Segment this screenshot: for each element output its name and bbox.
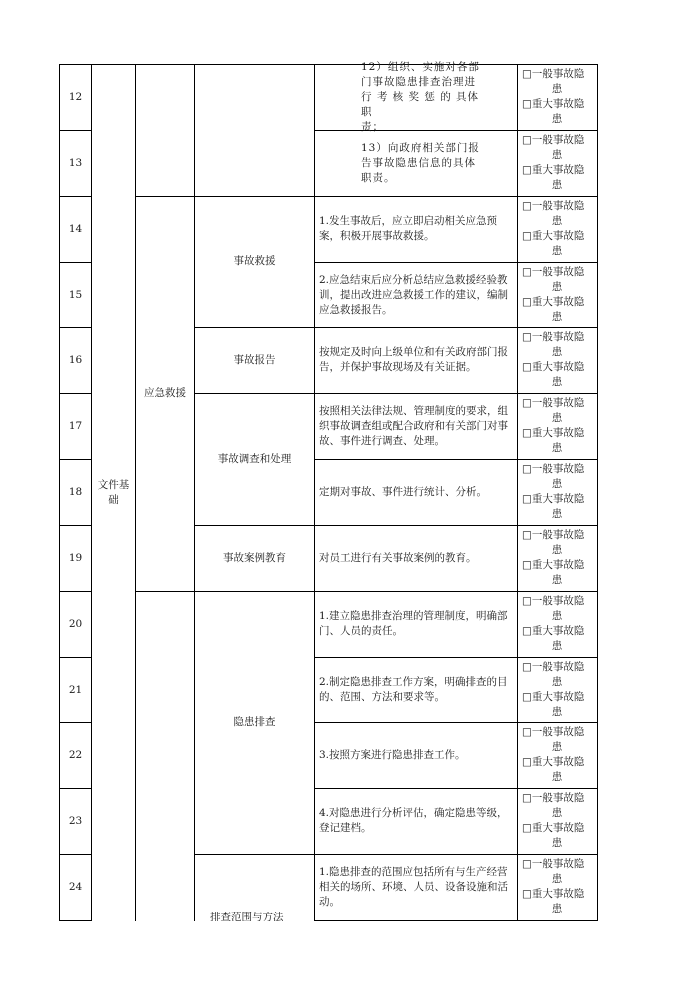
major-hazard-checkbox[interactable]: □重大事故隐: [522, 691, 585, 703]
requirement-text: [315, 854, 517, 920]
requirement-text: [315, 393, 517, 459]
requirement-line: 2.制定隐患排查工作方案，明确排查的目: [319, 676, 508, 688]
hazard-option-label: 患: [551, 873, 563, 885]
subsection-hazard-check: [195, 591, 314, 854]
requirement-line: 按规定及时向上级单位和有关政府部门报: [319, 346, 508, 358]
requirement-line: 3.按照方案进行隐患排查工作。: [319, 748, 466, 761]
row-number: 13: [68, 156, 83, 169]
general-hazard-checkbox[interactable]: □一般事故隐: [522, 134, 585, 146]
hazard-level-options: [522, 660, 596, 720]
general-hazard-checkbox[interactable]: □一般事故隐: [522, 661, 585, 673]
general-hazard-checkbox[interactable]: □一般事故隐: [522, 200, 585, 212]
general-hazard-checkbox[interactable]: □一般事故隐: [522, 858, 585, 870]
hazard-option-label: 患: [551, 837, 563, 849]
section-emergency: [136, 196, 194, 591]
major-hazard-checkbox[interactable]: □重大事故隐: [522, 756, 585, 768]
section-label: 应急救援: [144, 387, 186, 399]
requirement-line: 案，积极开展事故救援。: [319, 230, 435, 242]
hazard-option-label: 患: [551, 676, 563, 688]
general-hazard-checkbox[interactable]: □一般事故隐: [522, 792, 585, 804]
general-hazard-checkbox[interactable]: □一般事故隐: [522, 463, 585, 475]
hazard-option-label: 患: [551, 807, 563, 819]
hazard-level-options: [522, 199, 596, 259]
hazard-option-label: 患: [551, 442, 563, 454]
requirement-line: 12）组织、实施对各部: [361, 60, 480, 73]
major-hazard-checkbox[interactable]: □重大事故隐: [522, 625, 585, 637]
hazard-level-options: [522, 528, 596, 588]
hazard-option-label: 患: [551, 771, 563, 783]
row-divider: [59, 920, 92, 921]
requirement-line: 门、人员的责任。: [319, 625, 403, 637]
hazard-option-label: 患: [551, 215, 563, 227]
general-hazard-checkbox[interactable]: □一般事故隐: [522, 726, 585, 738]
hazard-level-options: [522, 725, 596, 785]
requirement-text: [315, 196, 517, 262]
row-number: 24: [68, 880, 83, 893]
major-hazard-checkbox[interactable]: □重大事故隐: [522, 230, 585, 242]
hazard-level-options: [522, 857, 596, 917]
general-hazard-checkbox[interactable]: □一般事故隐: [522, 595, 585, 607]
hazard-level-options: [522, 594, 596, 654]
hazard-option-label: 患: [551, 149, 563, 161]
hazard-option-label: 患: [551, 741, 563, 753]
hazard-option-label: 患: [551, 706, 563, 718]
major-hazard-checkbox[interactable]: □重大事故隐: [522, 493, 585, 505]
row-number: 23: [68, 814, 83, 827]
category-line: 础: [108, 493, 119, 506]
subsection-label: 排查范围与方法: [210, 912, 284, 921]
table-border-right: [597, 64, 598, 921]
row-number: 15: [68, 288, 83, 301]
row-number: 16: [68, 353, 83, 366]
requirement-line: 训，提出改进应急救援工作的建议，编制: [319, 288, 508, 301]
hazard-option-label: 患: [551, 412, 563, 424]
general-hazard-checkbox[interactable]: □一般事故隐: [522, 397, 585, 409]
major-hazard-checkbox[interactable]: □重大事故隐: [522, 361, 585, 373]
hazard-option-label: 患: [551, 640, 563, 652]
requirement-line: 2.应急结束后应分析总结应急救援经验教: [319, 273, 508, 286]
major-hazard-checkbox[interactable]: □重大事故隐: [522, 822, 585, 834]
hazard-level-options: [522, 330, 596, 390]
requirement-text: [315, 60, 517, 133]
category-line: 文件基: [97, 478, 130, 491]
requirement-line: 4.对隐患进行分析评估，确定隐患等级，: [319, 807, 508, 819]
hazard-level-options: [522, 791, 596, 851]
hazard-level-options: [522, 133, 596, 193]
row-divider: [314, 920, 598, 921]
hazard-option-label: 患: [551, 245, 563, 257]
requirement-line: 相关的场所、环境、人员、设备设施和活: [319, 880, 508, 893]
requirement-line: 1.发生事故后，应立即启动相关应急预: [319, 215, 498, 227]
requirement-text: [315, 130, 517, 196]
major-hazard-checkbox[interactable]: □重大事故隐: [522, 427, 585, 439]
requirement-line: 1.隐患排查的范围应包括所有与生产经营: [319, 865, 508, 878]
subsection-case-education: [195, 525, 314, 591]
requirement-line: 职责。: [361, 171, 396, 184]
hazard-level-options: [522, 265, 596, 325]
requirement-line: 动。: [319, 895, 340, 908]
hazard-option-label: 患: [551, 281, 563, 293]
requirement-line: 对员工进行有关事故案例的教育。: [319, 551, 477, 564]
major-hazard-checkbox[interactable]: □重大事故隐: [522, 164, 585, 176]
subsection-accident-investigation: [195, 393, 314, 525]
subsection-label: 事故救援: [233, 255, 276, 267]
hazard-option-label: 患: [551, 376, 563, 388]
hazard-option-label: 患: [551, 508, 563, 520]
requirement-line: 定期对事故、事件进行统计、分析。: [319, 485, 487, 498]
requirement-line: 登记建档。: [319, 822, 372, 834]
hazard-option-label: 患: [551, 113, 563, 125]
subsection-label: 事故案例教育: [223, 551, 286, 564]
requirement-text: [315, 262, 517, 328]
subsection-label: 隐患排查: [233, 716, 276, 728]
hazard-option-label: 患: [551, 903, 563, 915]
subsection-label: 事故调查和处理: [217, 452, 292, 465]
hazard-option-label: 患: [551, 610, 563, 622]
major-hazard-checkbox[interactable]: □重大事故隐: [522, 98, 585, 110]
major-hazard-checkbox[interactable]: □重大事故隐: [522, 296, 585, 308]
requirement-line: 应急救援报告。: [319, 303, 393, 316]
requirement-line: 按照相关法律法规、管理制度的要求，组: [319, 404, 508, 417]
row-number: 19: [68, 551, 83, 564]
row-number: 14: [68, 222, 83, 235]
hazard-option-label: 患: [551, 574, 563, 586]
major-hazard-checkbox[interactable]: □重大事故隐: [522, 559, 585, 571]
requirement-line: 门事故隐患排查治理进: [361, 75, 476, 88]
requirement-line: 13）向政府相关部门报: [361, 141, 480, 154]
requirement-line: 责；: [361, 120, 384, 133]
major-hazard-checkbox[interactable]: □重大事故隐: [522, 888, 585, 900]
row-number: 17: [68, 419, 83, 432]
subsection-check-scope: [210, 912, 310, 921]
requirement-line: 的、范围、方法和要求等。: [319, 691, 445, 703]
requirement-text: [315, 459, 517, 525]
requirement-line: 告事故隐患信息的具体: [361, 156, 476, 169]
requirement-text: [315, 327, 517, 393]
general-hazard-checkbox[interactable]: □一般事故隐: [522, 68, 585, 80]
row-number: 18: [68, 485, 83, 498]
requirement-text: [315, 722, 517, 788]
hazard-option-label: 患: [551, 311, 563, 323]
hazard-option-label: 患: [551, 179, 563, 191]
requirement-text: [315, 657, 517, 723]
requirement-line: 告，并保护事故现场及有关证据。: [319, 361, 477, 373]
column-divider: [517, 64, 518, 921]
subsection-accident-report: [195, 327, 314, 393]
hazard-level-options: [522, 462, 596, 522]
row-number: 21: [68, 683, 83, 696]
hazard-option-label: 患: [551, 83, 563, 95]
category-cell: [92, 64, 135, 921]
subsection-label: 事故报告: [233, 353, 276, 366]
hazard-option-label: 患: [551, 346, 563, 358]
subsection-accident-rescue: [195, 196, 314, 327]
row-number: 12: [68, 90, 83, 103]
hazard-level-options: [522, 396, 596, 456]
general-hazard-checkbox[interactable]: □一般事故隐: [522, 266, 585, 278]
requirement-line: 行 考 核 奖 惩 的 具体职: [361, 90, 480, 118]
general-hazard-checkbox[interactable]: □一般事故隐: [522, 331, 585, 343]
hazard-option-label: 患: [551, 544, 563, 556]
requirement-line: 故、事件进行调查、处理。: [319, 434, 445, 447]
row-number: 22: [68, 748, 83, 761]
requirement-text: [315, 525, 517, 591]
requirement-text: [315, 591, 517, 657]
requirement-line: 1.建立隐患排查治理的管理制度，明确部: [319, 610, 508, 622]
requirement-text: [315, 788, 517, 854]
hazard-option-label: 患: [551, 478, 563, 490]
general-hazard-checkbox[interactable]: □一般事故隐: [522, 529, 585, 541]
row-number: 20: [68, 617, 83, 630]
requirement-line: 织事故调查组或配合政府和有关部门对事: [319, 419, 508, 432]
hazard-level-options: [522, 67, 596, 127]
